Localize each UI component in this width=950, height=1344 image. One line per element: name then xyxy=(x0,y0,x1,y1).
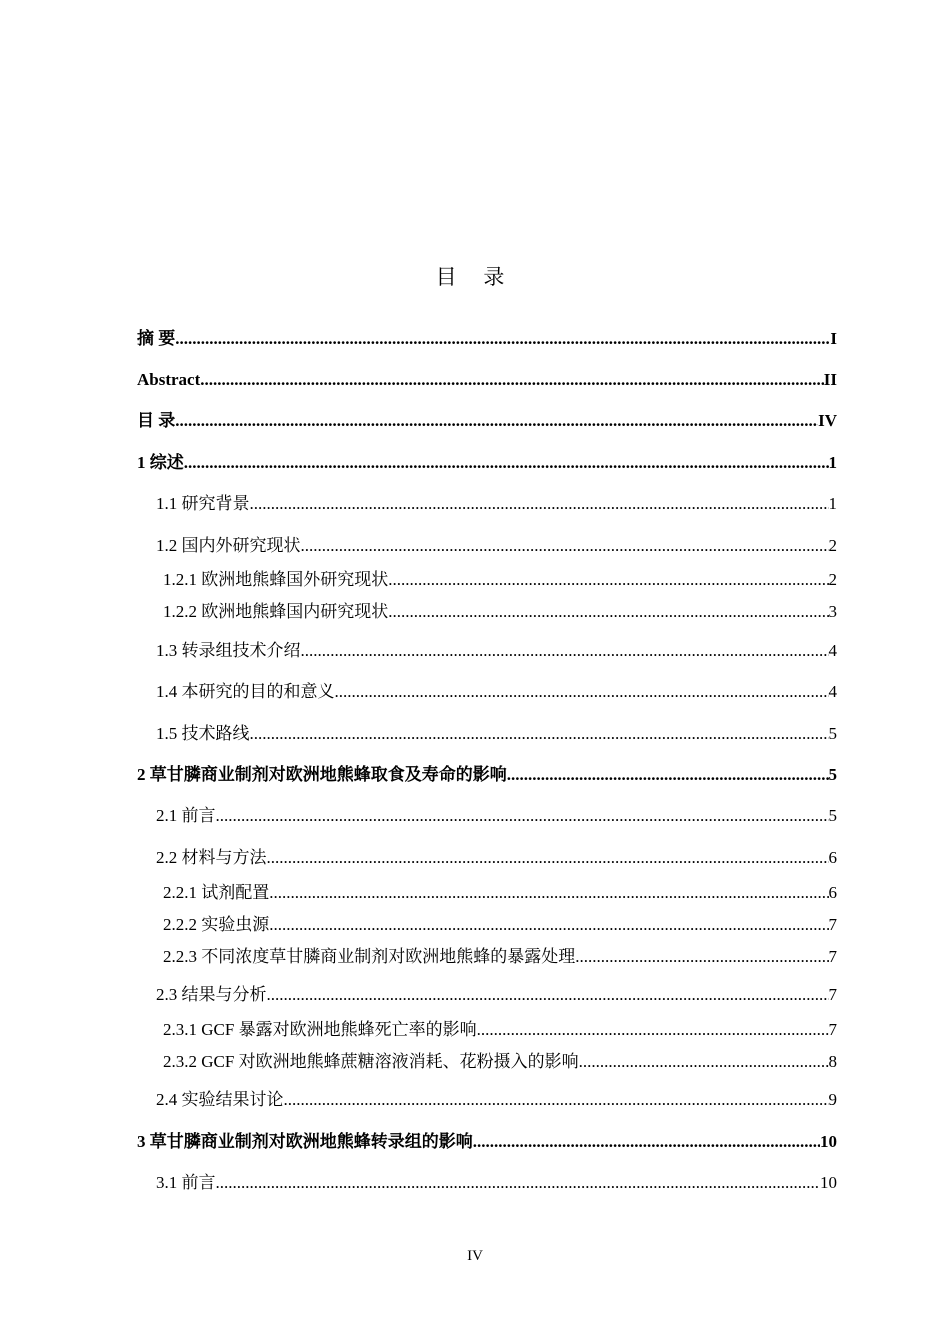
toc-leader-dots xyxy=(507,763,829,787)
toc-entry-page: 8 xyxy=(828,1052,837,1071)
toc-entry-label: 3.1 前言 xyxy=(156,1173,216,1192)
toc-entry-page: 7 xyxy=(828,985,837,1004)
toc-leader-dots xyxy=(388,568,828,592)
toc-entry-page: 3 xyxy=(828,602,837,621)
toc-entry-label: 1.4 本研究的目的和意义 xyxy=(156,682,335,701)
toc-entry-label: 1.2.1 欧洲地熊蜂国外研究现状 xyxy=(163,570,389,589)
toc-entry-page: II xyxy=(823,370,837,389)
toc-leader-dots xyxy=(267,846,829,870)
toc-entry[interactable] xyxy=(156,680,837,704)
toc-entry-label: 2.2.3 不同浓度草甘膦商业制剂对欧洲地熊蜂的暴露处理 xyxy=(163,947,576,966)
toc-leader-dots xyxy=(216,1171,821,1195)
toc-entry[interactable] xyxy=(137,763,837,787)
toc-leader-dots xyxy=(301,534,829,558)
toc-entry-page: 5 xyxy=(828,806,837,825)
toc-entry-label: 2.2 材料与方法 xyxy=(156,848,267,867)
toc-entry-page: I xyxy=(830,329,837,348)
toc-leader-dots xyxy=(269,913,828,937)
toc-leader-dots xyxy=(175,327,830,351)
toc-leader-dots xyxy=(216,804,829,828)
toc-leader-dots xyxy=(284,1088,829,1112)
toc-leader-dots xyxy=(301,639,829,663)
toc-entry-label: 2.4 实验结果讨论 xyxy=(156,1090,284,1109)
toc-entry[interactable] xyxy=(156,846,837,870)
toc-entry[interactable] xyxy=(156,492,837,516)
toc-leader-dots xyxy=(200,368,824,392)
toc-entry[interactable] xyxy=(163,913,837,937)
toc-entry[interactable] xyxy=(156,983,837,1007)
toc-entry-label: 2.3.2 GCF 对欧洲地熊蜂蔗糖溶液消耗、花粉摄入的影响 xyxy=(163,1052,579,1071)
toc-entry-page: 4 xyxy=(828,682,837,701)
toc-entry-page: IV xyxy=(818,411,837,430)
toc-leader-dots xyxy=(575,945,828,969)
toc-entry-page: 5 xyxy=(828,765,837,784)
toc-entry[interactable] xyxy=(137,451,837,475)
toc-entry-page: 2 xyxy=(828,570,837,589)
toc-leader-dots xyxy=(335,680,829,704)
toc-entry-page: 10 xyxy=(820,1173,837,1192)
toc-entry[interactable] xyxy=(156,639,837,663)
toc-entry-page: 7 xyxy=(828,947,837,966)
toc-leader-dots xyxy=(250,492,829,516)
toc-entry-page: 1 xyxy=(828,453,837,472)
toc-entry[interactable] xyxy=(163,568,837,592)
toc-entry-label: 2.3 结果与分析 xyxy=(156,985,267,1004)
toc-entry[interactable] xyxy=(163,1050,837,1074)
toc-entry[interactable] xyxy=(137,368,837,392)
toc-entry-label: 2 草甘膦商业制剂对欧洲地熊蜂取食及寿命的影响 xyxy=(137,765,507,784)
toc-entry-label: 2.2.1 试剂配置 xyxy=(163,883,270,902)
toc-entry[interactable] xyxy=(163,600,837,624)
toc-entry-label: 2.2.2 实验虫源 xyxy=(163,915,270,934)
toc-entry-page: 7 xyxy=(828,915,837,934)
toc-entry-page: 5 xyxy=(828,724,837,743)
toc-entry[interactable] xyxy=(163,881,837,905)
toc-leader-dots xyxy=(473,1130,820,1154)
toc-leader-dots xyxy=(269,881,828,905)
toc-entry[interactable] xyxy=(156,1088,837,1112)
toc-entry-page: 9 xyxy=(828,1090,837,1109)
toc-leader-dots xyxy=(388,600,828,624)
toc-entry-label: 2.3.1 GCF 暴露对欧洲地熊蜂死亡率的影响 xyxy=(163,1020,477,1039)
toc-entry[interactable] xyxy=(137,1130,837,1154)
toc-entry-label: 1.2.2 欧洲地熊蜂国内研究现状 xyxy=(163,602,389,621)
toc-entry-label: 3 草甘膦商业制剂对欧洲地熊蜂转录组的影响 xyxy=(137,1132,473,1151)
toc-entry[interactable] xyxy=(156,534,837,558)
toc-leader-dots xyxy=(250,722,829,746)
toc-entry[interactable] xyxy=(163,1018,837,1042)
toc-leader-dots xyxy=(175,409,818,433)
toc-entry-label: 1 综述 xyxy=(137,453,184,472)
toc-entry[interactable] xyxy=(137,409,837,433)
toc-entry-page: 1 xyxy=(828,494,837,513)
toc-entry-label: 1.5 技术路线 xyxy=(156,724,250,743)
toc-entry[interactable] xyxy=(156,722,837,746)
toc-entry-label: Abstract xyxy=(137,370,201,389)
toc-entry-label: 2.1 前言 xyxy=(156,806,216,825)
toc-entry-page: 10 xyxy=(820,1132,837,1151)
toc-leader-dots xyxy=(267,983,829,1007)
toc-entry-label: 目 录 xyxy=(137,411,176,430)
toc-entry-label: 1.3 转录组技术介绍 xyxy=(156,641,301,660)
toc-entry[interactable] xyxy=(163,945,837,969)
toc-entry-page: 7 xyxy=(828,1020,837,1039)
toc-entry[interactable] xyxy=(156,804,837,828)
toc-entry-page: 2 xyxy=(828,536,837,555)
toc-entry-page: 6 xyxy=(828,883,837,902)
toc-title: 目 录 xyxy=(435,265,515,289)
toc-entry-page: 4 xyxy=(828,641,837,660)
toc-entry[interactable] xyxy=(156,1171,837,1195)
toc-entry-label: 1.1 研究背景 xyxy=(156,494,250,513)
toc-entry-label: 摘 要 xyxy=(137,329,176,348)
toc-leader-dots xyxy=(477,1018,829,1042)
page-number: IV xyxy=(467,1248,483,1264)
toc-leader-dots xyxy=(184,451,829,475)
toc-entry-label: 1.2 国内外研究现状 xyxy=(156,536,301,555)
toc-entry[interactable] xyxy=(137,327,837,351)
toc-entry-page: 6 xyxy=(828,848,837,867)
toc-leader-dots xyxy=(579,1050,829,1074)
